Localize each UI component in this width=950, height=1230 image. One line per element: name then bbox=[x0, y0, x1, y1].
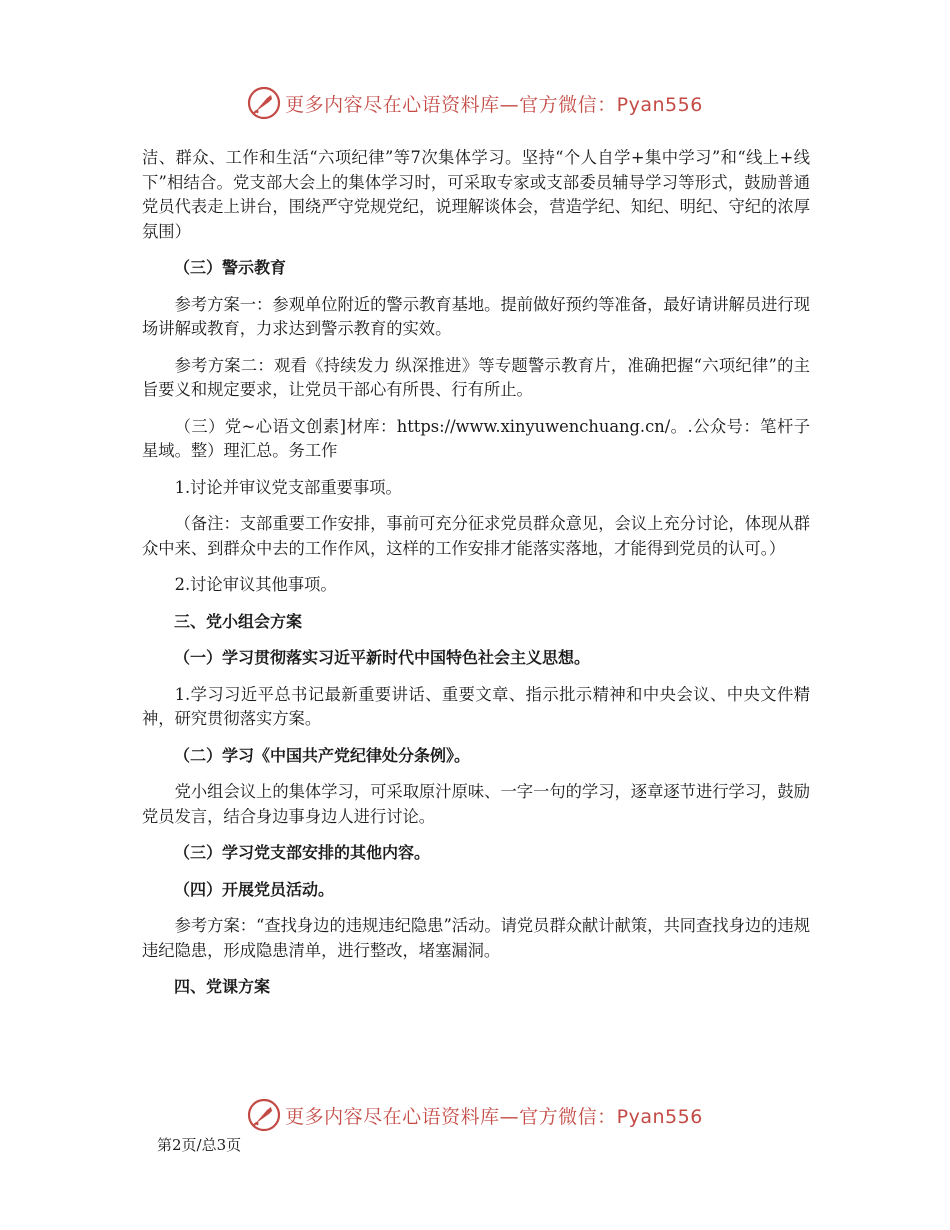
paragraph: 参考方案：“查找身边的违规违纪隐患”活动。请党员群众献计献策，共同查找身边的违规违纪隐患，形成隐患清单，进行整改，堵塞漏洞。 bbox=[142, 916, 810, 960]
section-heading: （三）学习党支部安排的其他内容。 bbox=[174, 843, 431, 862]
paragraph: 1.讨论并审议党支部重要事项。 bbox=[174, 477, 402, 497]
section-heading: （三）警示教育 bbox=[174, 258, 287, 277]
section-heading: （一）学习贯彻落实习近平新时代中国特色社会主义思想。 bbox=[174, 648, 591, 667]
paragraph: 参考方案一：参观单位附近的警示教育基地。提前做好预约等准备，最好请讲解员进行现场讲解或教育，力求达到警示教育的实效。 bbox=[142, 294, 810, 338]
paragraph: （三）党~心语文创素]材库：https://www.xinyuwenchuang.cn/。.公众号：笔杆子星域。整）理汇总。务工作 bbox=[142, 416, 810, 460]
footer-banner bbox=[0, 1098, 950, 1132]
pen-nib-logo-icon bbox=[247, 86, 281, 120]
header-banner bbox=[0, 86, 950, 120]
page-number: 第2页/总3页 bbox=[157, 1136, 242, 1154]
paragraph: 洁、群众、工作和生活“六项纪律”等7次集体学习。坚持“个人自学+集中学习”和“线上+线下”相结合。党支部大会上的集体学习时，可采取专家或支部委员辅导学习等形式，鼓励普通党员代表走上讲台，围绕严守党规党纪，说理解谈体会，营造学纪、知纪、明纪、守纪的浓厚氛围） bbox=[142, 148, 810, 241]
paragraph: 参考方案二：观看《持续发力 纵深推进》等专题警示教育片，准确把握“六项纪律”的主旨要义和规定要求，让党员干部心有所畏、行有所止。 bbox=[142, 355, 810, 399]
document-body bbox=[142, 146, 810, 1012]
pen-nib-logo-icon bbox=[247, 1098, 281, 1132]
header-banner-text: 更多内容尽在心语资料库—官方微信：Pyan556 bbox=[285, 93, 703, 116]
paragraph: （备注：支部重要工作安排，事前可充分征求党员群众意见，会议上充分讨论，体现从群众中来、到群众中去的工作作风，这样的工作安排才能落实落地，才能得到党员的认可。） bbox=[142, 514, 810, 558]
paragraph: 1.学习习近平总书记最新重要讲话、重要文章、指示批示精神和中央会议、中央文件精神，研究贯彻落实方案。 bbox=[142, 684, 810, 728]
footer-banner-text: 更多内容尽在心语资料库—官方微信：Pyan556 bbox=[285, 1105, 703, 1128]
section-heading: （四）开展党员活动。 bbox=[174, 879, 335, 899]
section-heading: 四、党课方案 bbox=[174, 977, 271, 996]
section-heading: （二）学习《中国共产党纪律处分条例》。 bbox=[174, 745, 471, 765]
paragraph: 党小组会议上的集体学习，可采取原汁原味、一字一句的学习，逐章逐节进行学习，鼓励党员发言，结合身边事身边人进行讨论。 bbox=[142, 782, 810, 826]
section-heading: 三、党小组会方案 bbox=[174, 611, 303, 631]
paragraph: 2.讨论审议其他事项。 bbox=[174, 575, 337, 594]
